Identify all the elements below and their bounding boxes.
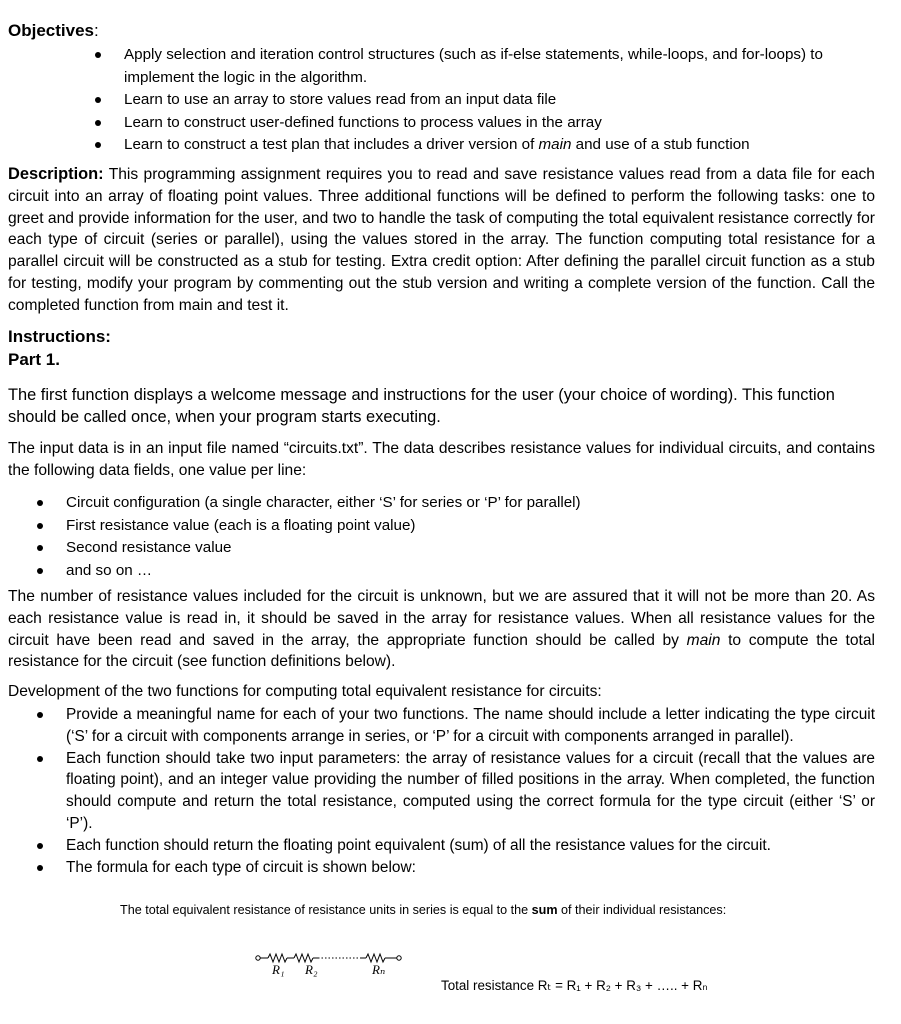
data-field-item: Second resistance value [66, 537, 846, 560]
development-item: Provide a meaningful name for each of your two functions. The name should include a letter indicating the type circuit (‘S’ for a circuit with components arrange in series, or ‘P’ for a circuit with components arranged in parallel). [66, 704, 875, 748]
total-resistance-formula: Total resistance Rₜ = R₁ + R₂ + R₃ + ….. + Rₙ [441, 978, 708, 993]
terminal-left [256, 956, 260, 960]
development-heading: Development of the two functions for computing total equivalent resistance for circuits: [8, 683, 602, 700]
part1-paragraph-2: The input data is in an input file named “circuits.txt”. The data describes resistance values for individual circuits, and contains the following data fields, one value per line: [8, 440, 875, 479]
objectives-list [124, 44, 869, 157]
resistor-label-r2: R₂ [305, 962, 318, 977]
resistor-1-symbol [268, 954, 287, 962]
part1-paragraph-3: The number of resistance values included for the circuit is unknown, but we are assured that it will not be more than 20. As each resistance value is read in, it should be saved in the array for resistance values. When all resistance values for the circuit have been read and saved in the array, the appropriate function should be called by main to compute the total resistance for the circuit (see function definitions below). [8, 588, 876, 671]
data-field-item: and so on … [66, 560, 846, 583]
resistor-label-rn: Rₙ [372, 962, 386, 977]
data-fields-list [66, 492, 846, 582]
description-label: Description: [8, 165, 104, 183]
development-item: Each function should return the floating point equivalent (sum) of all the resistance values for the circuit. [66, 835, 875, 857]
terminal-right [397, 956, 401, 960]
objective-item: Learn to construct a test plan that includes a driver version of main and use of a stub function [124, 134, 869, 157]
instructions-heading: Instructions: [8, 327, 111, 346]
description-text: This programming assignment requires you to read and save resistance values read from a data file for each circuit into an array of floating point values. Three additional functions will be defined to perform the following tasks: one to greet and provide information for the user, and two to handle the task of computing the total equivalent resistance correctly for each type of circuit (series or parallel), using the values stored in the array. The function computing total resistance for a parallel circuit will be constructed as a stub for testing. Extra credit option: After defining the parallel circuit function as a stub for testing, modify your program by commenting out the stub version and writing a complete version of the function. Call the completed function from main and test it. [8, 166, 875, 314]
development-item: Each function should take two input parameters: the array of resistance values for a circuit (recall that the values are floating point), and an integer value providing the number of filled positions in the array. When completed, the function should compute and return the total resistance, computed using the correct formula for the type circuit (either ‘S’ or ‘P’). [66, 748, 875, 835]
data-field-item: First resistance value (each is a floating point value) [66, 515, 846, 538]
part1-paragraph-1: The first function displays a welcome message and instructions for the user (your choice of wording). This function should be called once, when your program starts executing. [8, 386, 835, 426]
objective-item: Learn to construct user-defined functions to process values in the array [124, 112, 869, 135]
objective-item: Learn to use an array to store values read from an input data file [124, 89, 869, 112]
objective-item: Apply selection and iteration control structures (such as if-else statements, while-loops, and for-loops) to implement the logic in the algorithm. [124, 44, 869, 89]
development-list [66, 704, 875, 878]
part1-heading: Part 1. [8, 350, 60, 369]
development-item: The formula for each type of circuit is shown below: [66, 857, 875, 879]
formula-caption: The total equivalent resistance of resistance units in series is equal to the sum of their individual resistances: [120, 903, 727, 917]
resistor-n-symbol [366, 954, 385, 962]
objectives-heading: Objectives: [8, 21, 99, 40]
description-paragraph [8, 164, 875, 317]
data-field-item: Circuit configuration (a single character, either ‘S’ for series or ‘P’ for parallel) [66, 492, 846, 515]
resistor-label-r1: R₁ [272, 962, 285, 977]
resistor-2-symbol [294, 954, 313, 962]
